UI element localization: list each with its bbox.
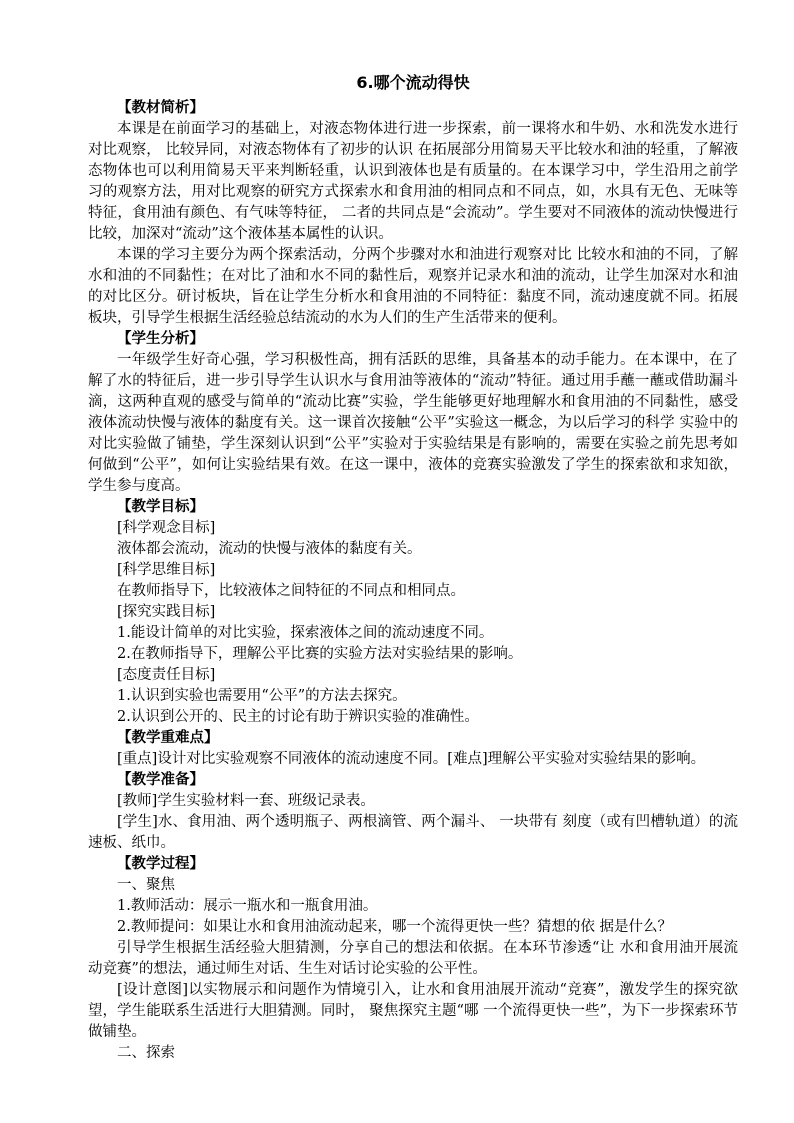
paragraph: 一年级学生好奇心强，学习积极性高，拥有活跃的思维，具备基本的动手能力。在本课中，在了解了水的特征后，进一步引导学生认识水与食用油等液体的“流动”特征。通过用手蘸一蘸或借助漏斗滴，这两种直观的感受与简单的“流动比赛”实验，学生能够更好地理解水和食用油的不同黏性，感受液体流动快慢与液体的黏度有关。这一课首次接触“公平”实验这一概念，为以后学习的科学 实验中的对比实验做了铺垫，学生深刻认识到“公平”实验对于实验结果是有影响的，需要在实验之前先思考如何做到“公平”，如何让实验结果有效。在这一课中，液体的竞赛实验激发了学生的探索欲和求知欲，学生参与度高。 bbox=[88, 352, 738, 494]
step-title: 二、探索 bbox=[117, 1045, 175, 1061]
goal-item: 2.在教师指导下，理解公平比赛的实验方法对实验结果的影响。 bbox=[117, 646, 523, 662]
document-page bbox=[88, 72, 738, 1064]
step-title: 一、聚焦 bbox=[117, 877, 175, 893]
paragraph: 本课是在前面学习的基础上，对液态物体进行进一步探索，前一课将水和牛奶、水和洗发水进行对比观察， 比较异同，对液态物体有了初步的认识 在拓展部分用简易天平比较水和油的轻重，了解液态物体也可以利用简易天平来判断轻重，认识到液体也是有质量的。在本课学习中，学生沿用之前学习的观察方法，用对比观察的研究方式探索水和食用油的相同点和不同点，如，水具有无色、无味等特征，食用油有颜色、有气味等特征， 二者的共同点是“会流动”。学生要对不同液体的流动快慢进行比较，加深对“流动”这个液体基本属性的认识。 bbox=[88, 121, 738, 242]
goal-label: [态度责任目标] bbox=[117, 667, 216, 683]
section-heading-student: 【学生分析】 bbox=[117, 331, 204, 347]
goal-label: [科学思维目标] bbox=[117, 562, 216, 578]
goal-label: [科学观念目标] bbox=[117, 520, 216, 536]
section-heading-key: 【教学重难点】 bbox=[117, 730, 219, 746]
key-text: [重点]设计对比实验观察不同液体的流动速度不同。[难点]理解公平实验对实验结果的影响。 bbox=[117, 751, 706, 767]
step-item: 1.教师活动：展示一瓶水和一瓶食用油。 bbox=[117, 898, 378, 914]
goal-item: 1.认识到实验也需要用“公平”的方法去探究。 bbox=[117, 688, 407, 704]
section-heading-goals: 【教学目标】 bbox=[117, 499, 204, 515]
section-heading-prep: 【教学准备】 bbox=[117, 772, 204, 788]
goal-item: 2.认识到公开的、民主的讨论有助于辨识实验的准确性。 bbox=[117, 709, 479, 725]
paragraph: [设计意图]以实物展示和问题作为情境引入，让水和食用油展开流动“竞赛”，激发学生的探究欲望，学生能联系生活进行大胆猜测。同时， 聚焦探究主题“哪 一个流得更快一些”，为下一步探索环节做铺垫。 bbox=[88, 982, 738, 1040]
prep-student: [学生]水、食用油、两个透明瓶子、两根滴管、两个漏斗、 一块带有 刻度（或有凹槽轨道）的流速板、纸巾。 bbox=[88, 814, 738, 851]
section-heading-intro: 【教材简析】 bbox=[117, 100, 204, 116]
goal-text: 液体都会流动，流动的快慢与液体的黏度有关。 bbox=[117, 541, 422, 557]
step-item: 2.教师提问：如果让水和食用油流动起来，哪一个流得更快一些？猜想的依 据是什么？ bbox=[117, 919, 672, 935]
page-title: 6.哪个流动得快 bbox=[356, 73, 470, 92]
goal-item: 1.能设计简单的对比实验，探索液体之间的流动速度不同。 bbox=[117, 625, 494, 641]
paragraph: 本课的学习主要分为两个探索活动，分两个步骤对水和油进行观察对比 比较水和油的不同，了解水和油的不同黏性；在对比了油和水不同的黏性后，观察并记录水和油的流动，让学生加深对水和油的对比区分。研讨板块，旨在让学生分析水和食用油的不同特征：黏度不同，流动速度就不同。拓展板块，引导学生根据生活经验总结流动的水为人们的生产生活带来的便利。 bbox=[88, 247, 738, 326]
paragraph: 引导学生根据生活经验大胆猜测，分享自己的想法和依据。在本环节渗透“让 水和食用油开展流动竞赛”的想法，通过师生对话、生生对话讨论实验的公平性。 bbox=[88, 940, 738, 977]
goal-label: [探究实践目标] bbox=[117, 604, 216, 620]
goal-text: 在教师指导下，比较液体之间特征的不同点和相同点。 bbox=[117, 583, 465, 599]
prep-teacher: [教师]学生实验材料一套、班级记录表。 bbox=[117, 793, 375, 809]
section-heading-process: 【教学过程】 bbox=[117, 856, 204, 872]
